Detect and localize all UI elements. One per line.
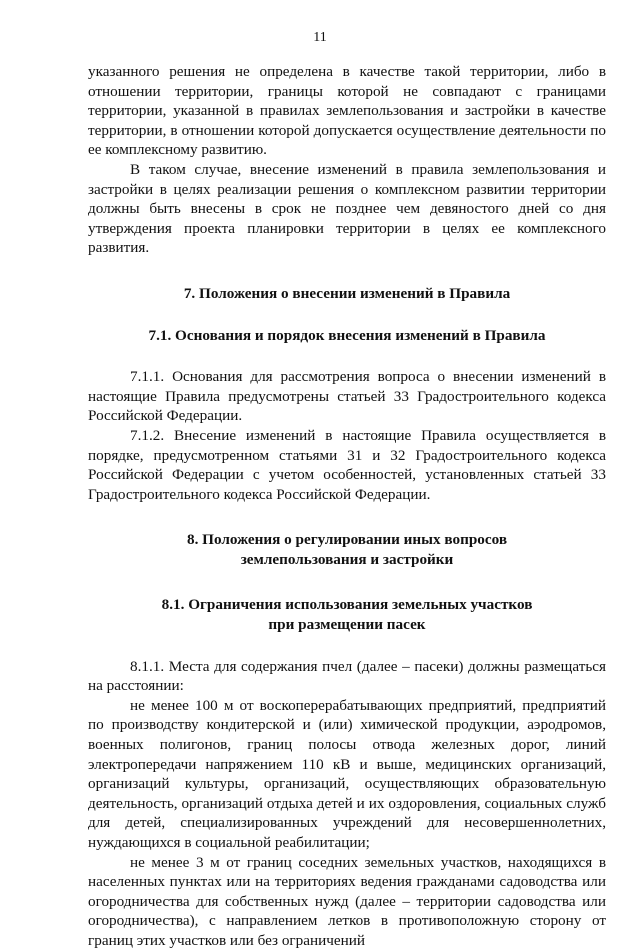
paragraph-case: В таком случае, внесение изменений в правила землепользования и застройки в целях реализации решения о комплексном развитии территории должны быть внесены в срок не позднее чем девяностого дней со дня утверждения проекта планировки территории в целях ее комплексного развития. (88, 160, 606, 257)
section-heading-8-line1: 8. Положения о регулировании иных вопросов (186, 531, 508, 549)
section-heading-7: 7. Положения о внесении изменений в Правила (183, 284, 511, 302)
paragraph-7-1-2: 7.1.2. Внесение изменений в настоящие Правила осуществляется в порядке, предусмотренном статьями 31 и 32 Градостроительного кодекса Российской Федерации с учетом особенностей, установленных статьей 33 Градостроительного кодекса Российской Федерации. (88, 426, 606, 503)
subsection-heading-8-1-line2: при размещении пасек (268, 616, 426, 634)
paragraph-intro: указанного решения не определена в качестве такой территории, либо в отношении территории, границы которой не совпадают с границами территории, указанной в правилах землепользования и застройки в качестве территории, в отношении которой допускается осуществление деятельности по ее комплексному развитию. (88, 63, 606, 159)
paragraph-3m: не менее 3 м от границ соседних земельных участков, находящихся в населенных пунктах или на территориях ведения гражданами садоводства или огородничества для собственных нужд (далее – территории садоводства или огородничества), с направлением летков в противоположную сторону от границ этих участков или без ограничений (88, 853, 606, 949)
section-heading-8-line2: землепользования и застройки (240, 550, 454, 568)
paragraph-7-1-1: 7.1.1. Основания для рассмотрения вопроса о внесении изменений в настоящие Правила предусмотрены статьей 33 Градостроительного кодекса Российской Федерации. (88, 368, 606, 425)
document-body (88, 62, 606, 951)
paragraph-100m: не менее 100 м от воскоперерабатывающих предприятий, предприятий по производству кондитерской и (или) химической продукции, аэродромов, военных полигонов, границ полосы отвода железных дорог, линий электропередачи напряжением 110 кВ и выше, медицинских организаций, организаций культуры, организаций, осуществляющих образовательную деятельность, организаций отдыха детей и их оздоровления, социальных служб для детей, специализированных учреждений для несовершеннолетних, нуждающихся в социальной реабилитации; (88, 696, 606, 851)
subsection-heading-8-1-line1: 8.1. Ограничения использования земельных участков (161, 596, 533, 614)
subsection-heading-7-1: 7.1. Основания и порядок внесения изменений в Правила (148, 326, 546, 344)
paragraph-8-1-1: 8.1.1. Места для содержания пчел (далее – пасеки) должны размещаться на расстоянии: (88, 657, 606, 695)
page-number: 11 (313, 30, 327, 45)
